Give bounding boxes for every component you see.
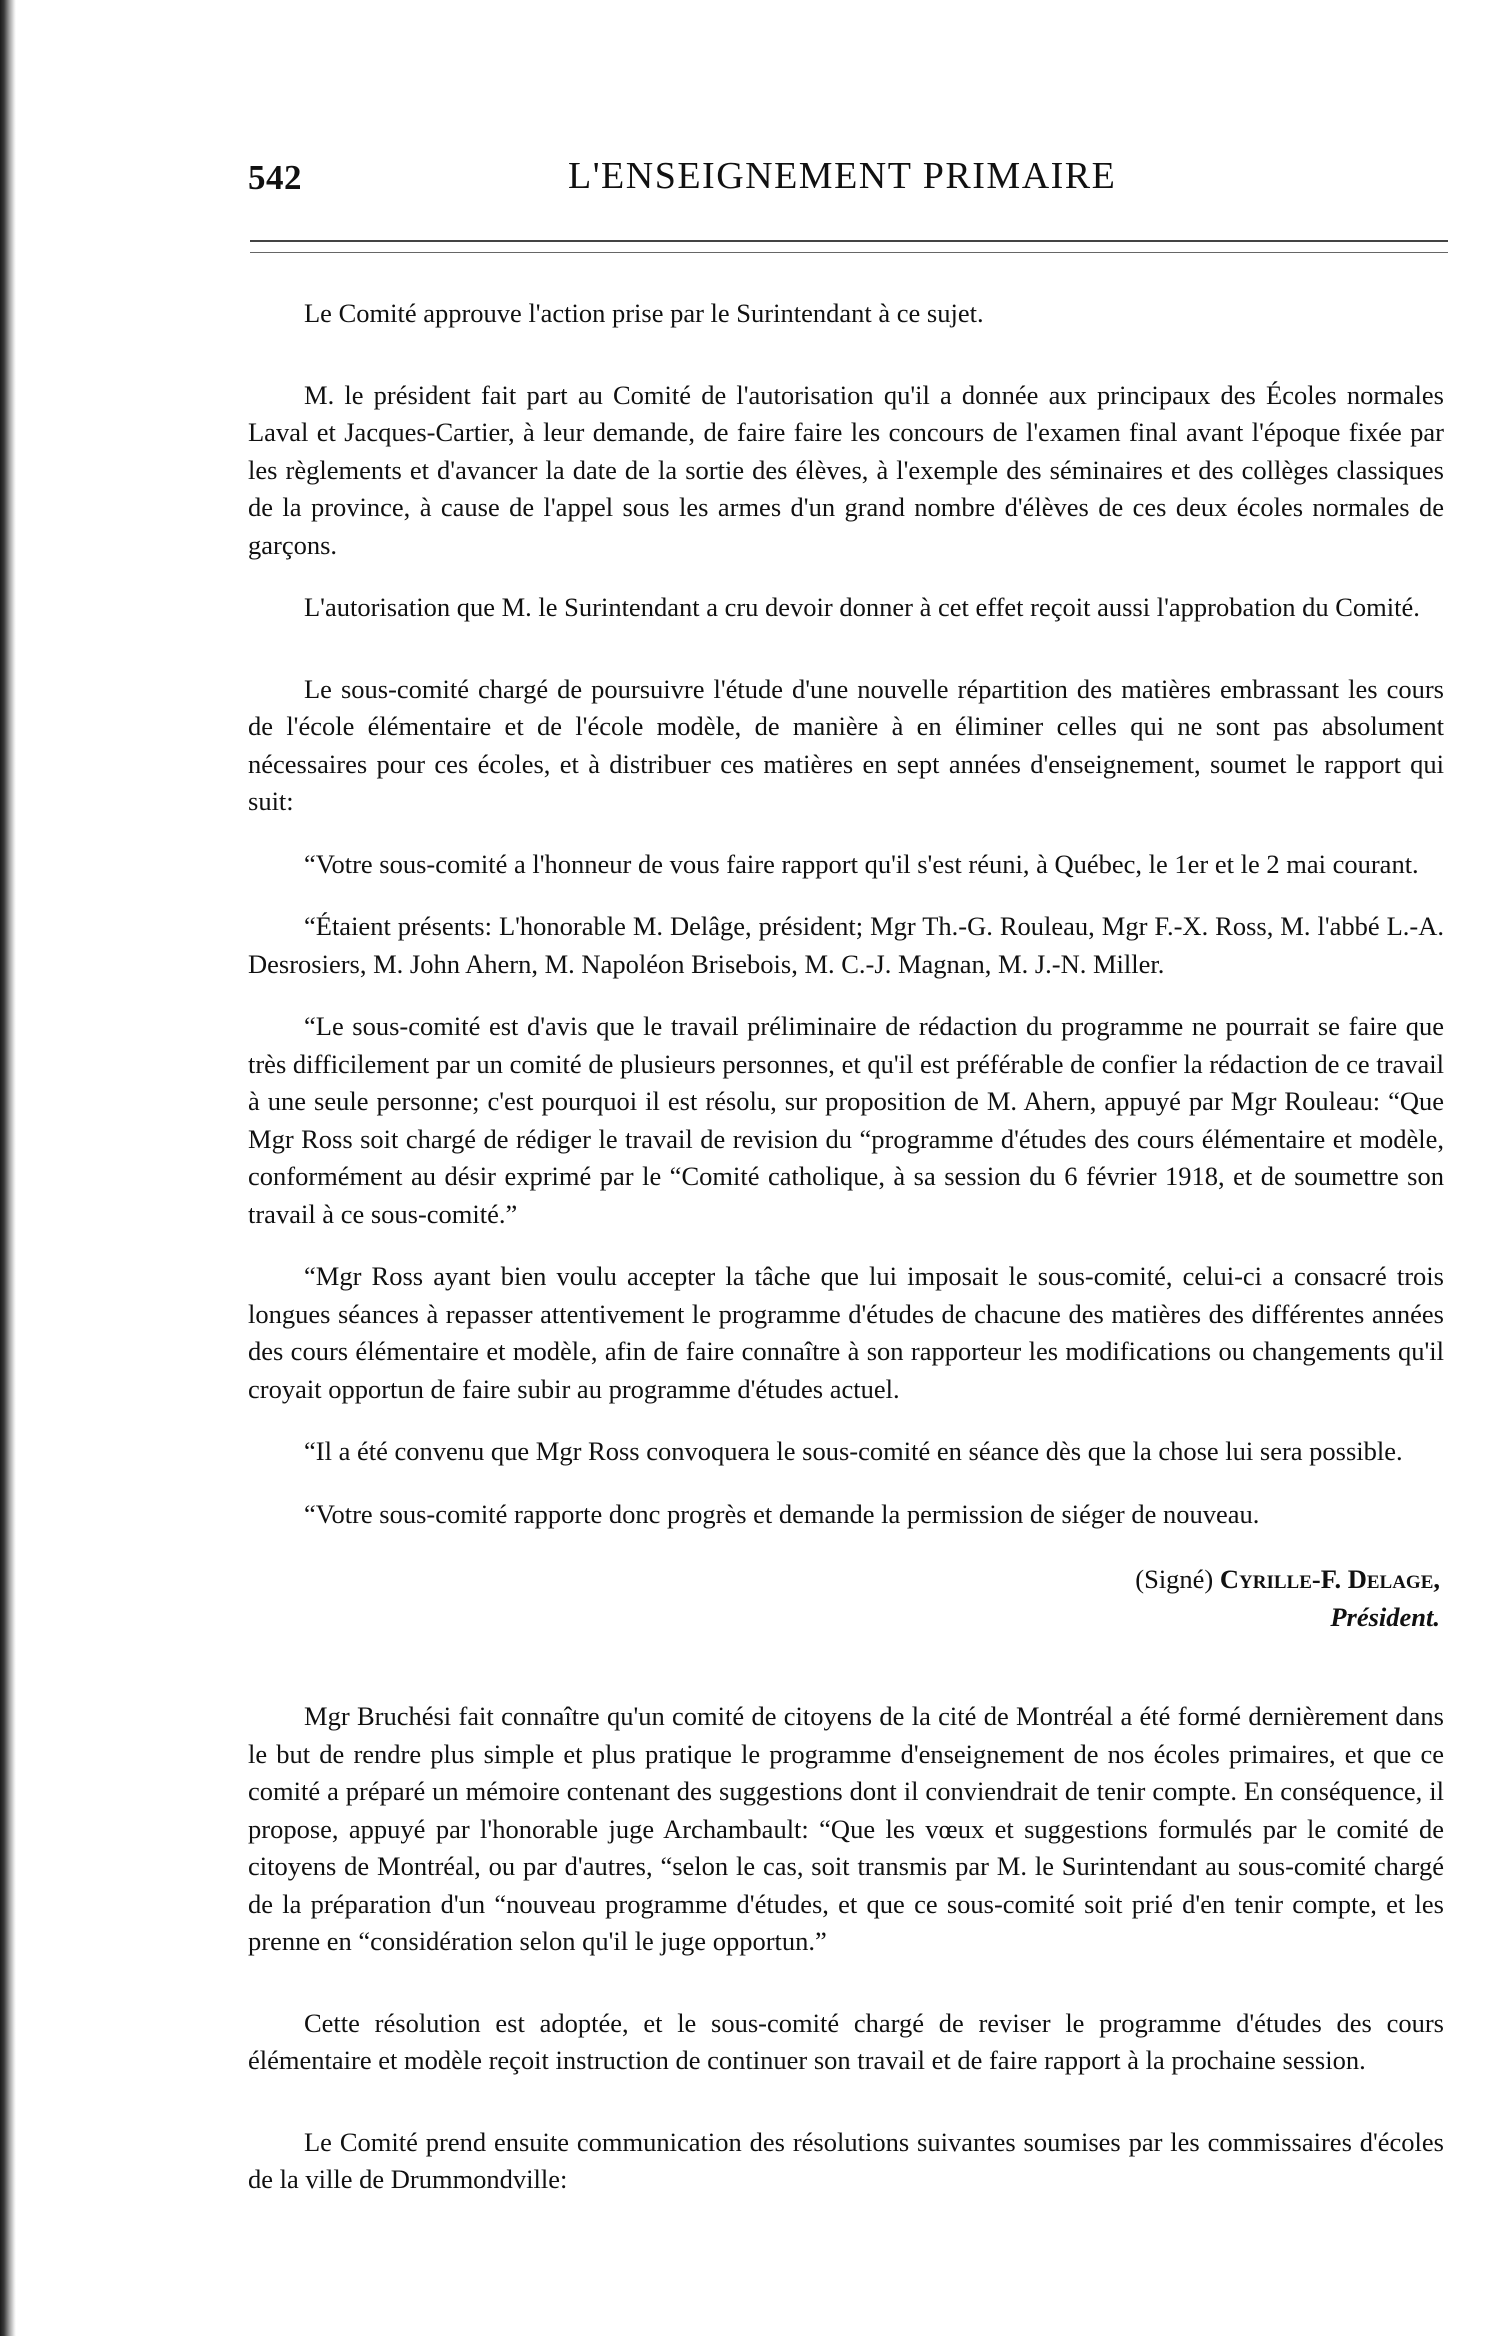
paragraph: Le Comité prend ensuite communication des résolutions suivantes soumises par les commissaires d'écoles de la ville de Drummondville: [248,2126,1444,2194]
paragraph: “Mgr Ross ayant bien voulu accepter la tâche que lui imposait le sous-comité, celui-ci a consacré trois longues séances à repasser attentivement le programme d'études de chacune des matières des différentes années des cours élémentaire et modèle, afin de faire connaître à son rapporteur les modifications ou changements qu'il croyait opportun de faire subir au programme d'études actuel. [248,1261,1444,1404]
signature-block [248,1561,1440,1636]
page-number: 542 [248,158,302,197]
paragraph: “Le sous-comité est d'avis que le travail préliminaire de rédaction du programme ne pourrait se faire que très difficilement par un comité de plusieurs personnes, et qu'il est préférable de confier la rédaction de ce travail à une seule personne; c'est pourquoi il est résolu, sur proposition de M. Ahern, appuyé par Mgr Rouleau: “Que Mgr Ross soit chargé de rédiger le travail de revision du “programme d'études des cours élémentaire et modèle, conformément au désir exprimé par le “Comité catholique, à sa session du 6 février 1918, et de soumettre son travail à ce sous-comité.” [248,1011,1444,1229]
page-header [248,155,1448,208]
paragraph: “Votre sous-comité rapporte donc progrès et demande la permission de siéger de nouveau. [304,1498,1260,1529]
paragraph: “Votre sous-comité a l'honneur de vous faire rapport qu'il s'est réuni, à Québec, le 1er et le 2 mai courant. [304,848,1419,879]
signature-prefix: (Signé) [1135,1564,1214,1594]
paragraph: Cette résolution est adoptée, et le sous-comité chargé de reviser le programme d'études des cours élémentaire et modèle reçoit instruction de continuer son travail et de faire rapport à la prochaine session. [248,2007,1444,2075]
paragraph: “Étaient présents: L'honorable M. Delâge, président; Mgr Th.-G. Rouleau, Mgr F.-X. Ross, M. l'abbé L.-A. Desrosiers, M. John Ahern, M. Napoléon Brisebois, M. C.-J. Magnan, M. J.-N. Miller. [248,911,1444,979]
header-rule [250,240,1448,242]
paragraph: Mgr Bruchési fait connaître qu'un comité de citoyens de la cité de Montréal a été formé dernièrement dans le but de rendre plus simple et plus pratique le programme d'enseignement de nos écoles primaires, et que ce comité a préparé un mémoire contenant des suggestions dont il conviendrait de tenir compte. En conséquence, il propose, appuyé par l'honorable juge Archambault: “Que les vœux et suggestions formulés par le comité de citoyens de Montréal, ou par d'autres, “selon le cas, soit transmis par M. le Surintendant au sous-comité chargé de la préparation d'un “nouveau programme d'études, et que ce sous-comité soit prié d'en tenir compte, et les prenne en “considération selon qu'il le juge opportun.” [248,1701,1444,1956]
running-title: L'ENSEIGNEMENT PRIMAIRE [568,155,1117,197]
paragraph: “Il a été convenu que Mgr Ross convoquera le sous-comité en séance dès que la chose lui sera possible. [304,1436,1403,1466]
paragraph: Le Comité approuve l'action prise par le Surintendant à ce sujet. [304,298,984,328]
paragraph: L'autorisation que M. le Surintendant a cru devoir donner à cet effet reçoit aussi l'approbation du Comité. [304,592,1420,622]
scan-edge [0,0,16,2336]
page-body [248,295,1444,2199]
paragraph: Le sous-comité chargé de poursuivre l'étude d'une nouvelle répartition des matières embrassant les cours de l'école élémentaire et de l'école modèle, de manière à en éliminer celles qui ne sont pas absolument nécessaires pour ces écoles, et à distribuer ces matières en sept années d'enseignement, soumet le rapport qui suit: [248,673,1444,816]
signature-line [248,1561,1440,1599]
signature-name: Cyrille-F. Delage, [1219,1564,1440,1594]
header-rule-thin [250,252,1448,253]
paragraph: M. le président fait part au Comité de l'autorisation qu'il a donnée aux principaux des Écoles normales Laval et Jacques-Cartier, à leur demande, de faire faire les concours de l'examen final avant l'époque fixée par les règlements et d'avancer la date de la sortie des élèves, à l'exemple des séminaires et des collèges classiques de la province, à cause de l'appel sous les armes d'un grand nombre d'élèves de ces deux écoles normales de garçons. [248,379,1444,560]
signature-title: Président. [1330,1601,1440,1632]
